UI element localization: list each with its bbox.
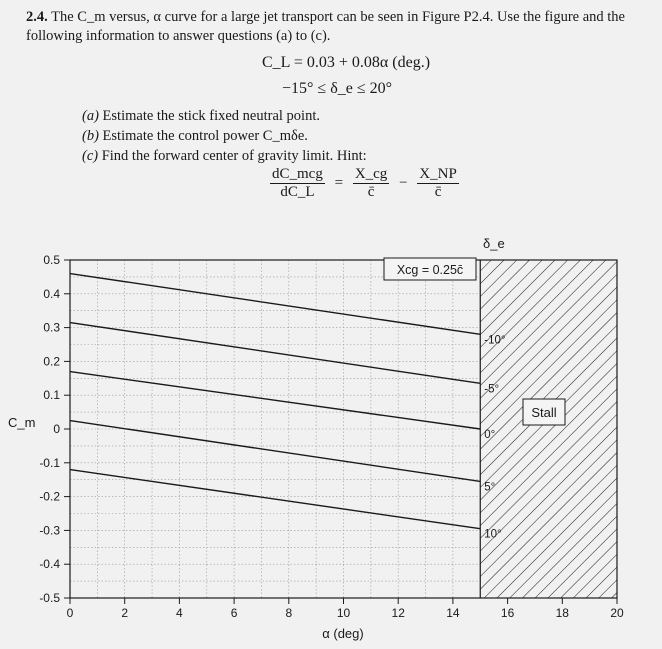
series-label: -5°: [484, 383, 500, 396]
x-axis-label: α (deg): [322, 626, 364, 641]
stall-label: Stall: [531, 405, 557, 420]
hint-equation: $\frac{\text{dC\_mcg}}{dC\_L}$ = $\frac{X\_cg}{c̄}$ − $\frac{X\_NP}{c̄}$: [272, 166, 457, 200]
series-label: -10°: [484, 334, 506, 347]
legend-title: δ_e: [483, 236, 505, 251]
stall-region: [480, 260, 617, 598]
y-tick-label: 0.3: [43, 320, 60, 335]
x-tick-label: 14: [446, 606, 460, 620]
problem-number: 2.4.: [26, 9, 48, 25]
x-tick-label: 16: [500, 606, 515, 620]
x-tick-label: 2: [121, 606, 129, 620]
elevator-range: −15° ≤ δ_e ≤ 20°: [282, 80, 393, 97]
y-tick-label: 0.5: [43, 253, 60, 267]
xcg-label: Xcg = 0.25c̄: [396, 263, 464, 277]
question-a: (a) Estimate the stick fixed neutral point.: [82, 108, 320, 124]
series-line-4: [70, 470, 480, 529]
question-c: (c) Find the forward center of gravity limit. Hint:: [82, 148, 367, 164]
x-tick-label: 12: [391, 606, 405, 620]
x-tick-label: 10: [336, 606, 351, 620]
y-tick-label: 0.1: [43, 388, 60, 403]
x-tick-label: 4: [176, 606, 183, 620]
y-tick-label: 0: [53, 422, 60, 436]
y-tick-label: -0.2: [39, 489, 60, 504]
series-label: 5°: [484, 481, 496, 494]
y-tick-label: -0.1: [39, 455, 60, 470]
series-label: 0°: [484, 429, 496, 441]
series-label: 10°: [484, 528, 502, 541]
series-line-3: [70, 421, 480, 482]
y-tick-label: 0.2: [43, 354, 60, 369]
series-line-2: [70, 372, 480, 429]
problem-text: The C_m versus, α curve for a large jet transport can be seen in Figure P2.4. Use the figure and the following information to answer questions (a) to (c).: [26, 9, 625, 44]
x-tick-label: 0: [66, 606, 74, 620]
y-tick-label: -0.3: [39, 523, 60, 538]
series-line-0: [70, 274, 480, 335]
x-tick-label: 20: [610, 606, 624, 620]
x-tick-label: 18: [555, 606, 569, 620]
y-tick-label: -0.5: [39, 591, 60, 605]
y-tick-label: -0.4: [39, 557, 60, 572]
x-tick-label: 8: [285, 606, 293, 620]
x-tick-label: 6: [230, 606, 238, 620]
question-b: (b) Estimate the control power C_mδe.: [82, 128, 308, 144]
series-line-1: [70, 323, 480, 384]
lift-equation: C_L = 0.03 + 0.08α (deg.): [262, 54, 431, 71]
y-axis-label: C_m: [8, 415, 36, 430]
y-tick-label: 0.4: [43, 286, 60, 301]
